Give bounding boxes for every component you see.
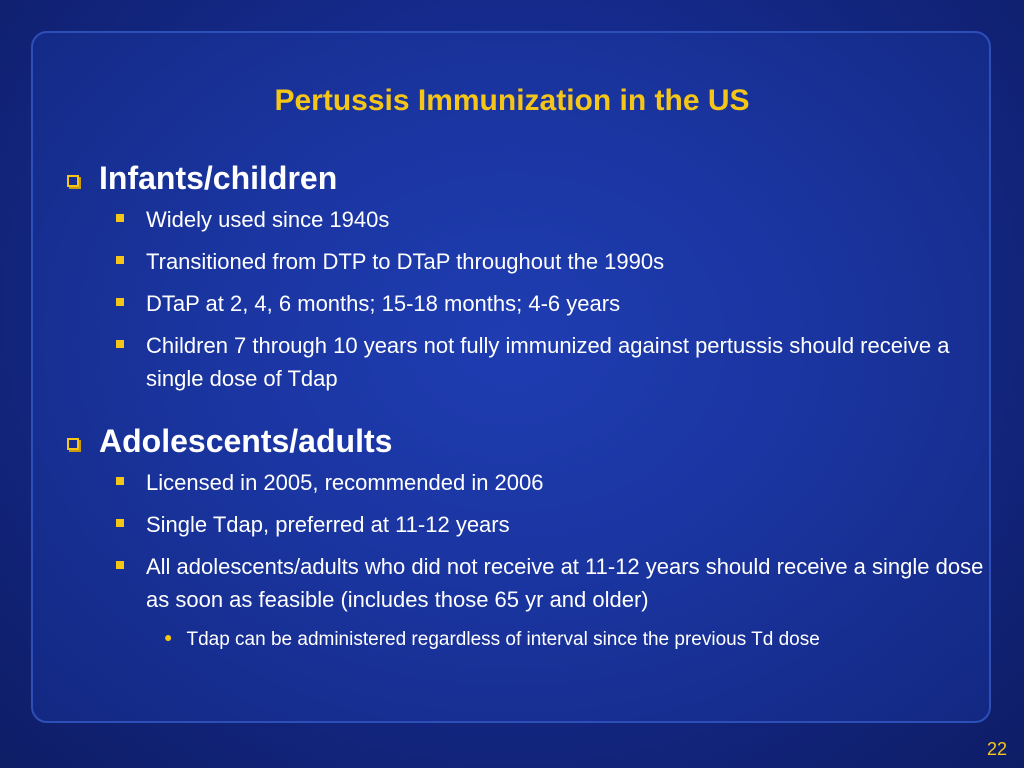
item-text: Children 7 through 10 years not fully immunized against pertussis should receive a single dose of Tdap — [146, 333, 950, 391]
list-item — [116, 329, 984, 395]
square-bullet-icon — [116, 561, 124, 569]
square-bullet-icon — [67, 175, 79, 187]
item-text: Widely used since 1940s — [146, 207, 390, 232]
item-text: Transitioned from DTP to DTaP throughout the 1990s — [146, 249, 665, 274]
list-item — [116, 245, 984, 278]
item-text: Single Tdap, preferred at 11-12 years — [146, 512, 510, 537]
square-bullet-icon — [116, 298, 124, 306]
section-infants — [64, 160, 984, 395]
section-heading — [64, 160, 984, 197]
square-bullet-icon — [116, 214, 124, 222]
list-item — [116, 203, 984, 236]
square-bullet-icon — [116, 256, 124, 264]
section-heading — [64, 423, 984, 460]
subitem-text: Tdap can be administered regardless of interval since the previous Td dose — [186, 629, 820, 650]
list-item — [116, 287, 984, 320]
heading-text: Adolescents/adults — [99, 423, 393, 459]
section-adolescents — [64, 423, 984, 655]
list-item — [116, 508, 984, 541]
slide-title: Pertussis Immunization in the US — [274, 84, 750, 117]
square-bullet-icon — [116, 340, 124, 348]
square-bullet-icon — [116, 519, 124, 527]
list-item — [116, 466, 984, 499]
item-text: DTaP at 2, 4, 6 months; 15-18 months; 4-6 years — [146, 291, 621, 316]
list-item — [116, 550, 984, 616]
heading-text: Infants/children — [99, 160, 338, 196]
item-text: Licensed in 2005, recommended in 2006 — [146, 470, 544, 495]
slide-content — [64, 160, 984, 655]
item-text: All adolescents/adults who did not receive at 11-12 years should receive a single dose as soon as feasible (includes those 65 yr and older) — [146, 554, 984, 612]
square-bullet-icon — [67, 438, 79, 450]
sub-list-item — [164, 625, 984, 655]
slide-number: 22 — [986, 739, 1007, 759]
dot-bullet-icon: ● — [164, 629, 173, 645]
square-bullet-icon — [116, 477, 124, 485]
